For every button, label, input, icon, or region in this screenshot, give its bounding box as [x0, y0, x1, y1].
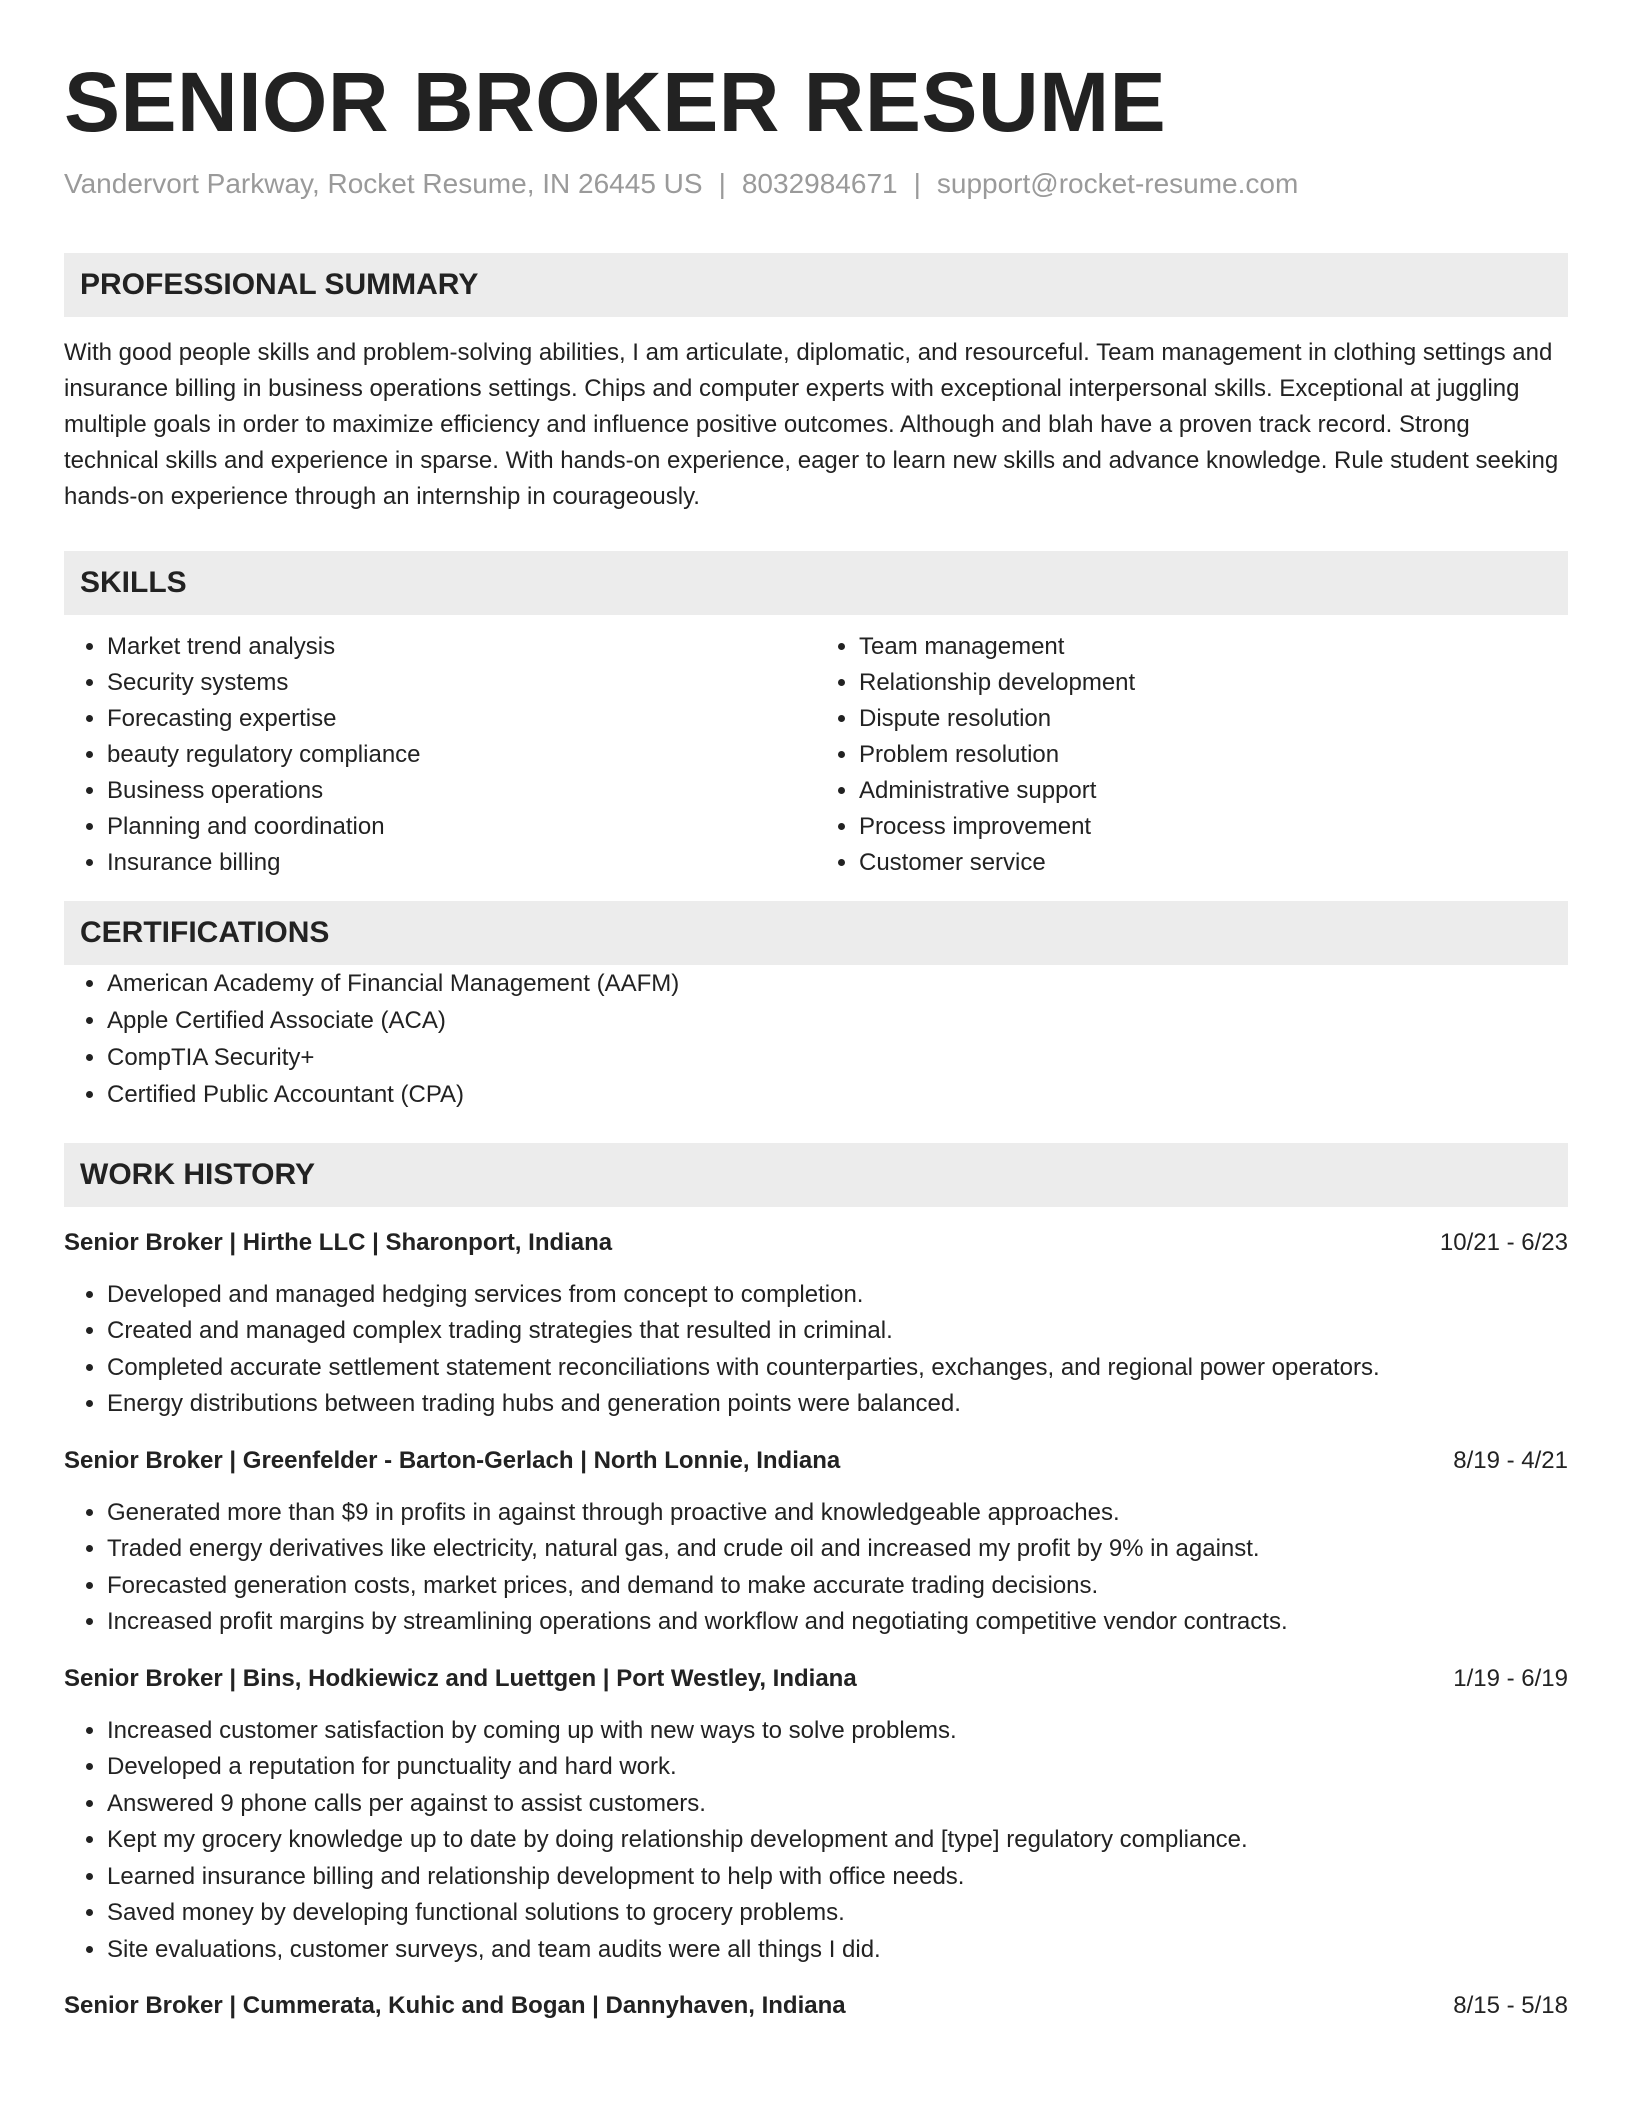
- contact-separator: |: [718, 168, 726, 200]
- skill-item: • Security systems: [107, 665, 816, 701]
- job-bullet: • Energy distributions between trading hubs and generation points were balanced.: [107, 1386, 1568, 1423]
- certification-item: • Certified Public Accountant (CPA): [107, 1076, 1568, 1113]
- job-bullets: [64, 1277, 1568, 1423]
- skills-column-right: [816, 629, 1568, 881]
- skills-heading: SKILLS: [64, 551, 1568, 615]
- skill-item: • Process improvement: [859, 809, 1568, 845]
- skill-item: • Problem resolution: [859, 737, 1568, 773]
- job-bullet: • Increased profit margins by streamlining operations and workflow and negotiating competitive vendor contracts.: [107, 1604, 1568, 1641]
- job-entry: [64, 1661, 1568, 1969]
- skill-item: • Business operations: [107, 773, 816, 809]
- job-header: [64, 1988, 1568, 2024]
- skills-list: [64, 629, 1568, 881]
- job-bullet: • Site evaluations, customer surveys, and team audits were all things I did.: [107, 1932, 1568, 1969]
- job-bullet: • Developed and managed hedging services from concept to completion.: [107, 1277, 1568, 1314]
- summary-heading: PROFESSIONAL SUMMARY: [64, 253, 1568, 317]
- job-bullet: • Kept my grocery knowledge up to date by doing relationship development and [type] regulatory compliance.: [107, 1822, 1568, 1859]
- job-title: Senior Broker | Cummerata, Kuhic and Bogan | Dannyhaven, Indiana: [64, 1992, 846, 2020]
- job-entry: [64, 1988, 1568, 2024]
- work-history-heading: WORK HISTORY: [64, 1143, 1568, 1207]
- job-bullet: • Answered 9 phone calls per against to assist customers.: [107, 1786, 1568, 1823]
- job-title: Senior Broker | Hirthe LLC | Sharonport, Indiana: [64, 1228, 613, 1256]
- job-header: [64, 1661, 1568, 1697]
- job-bullet: • Generated more than $9 in profits in against through proactive and knowledgeable approaches.: [107, 1495, 1568, 1532]
- certification-item: • American Academy of Financial Management (AAFM): [107, 965, 1568, 1002]
- job-bullet: • Created and managed complex trading strategies that resulted in criminal.: [107, 1313, 1568, 1350]
- resume-title: SENIOR BROKER RESUME: [64, 55, 1167, 149]
- job-bullet: • Saved money by developing functional solutions to grocery problems.: [107, 1895, 1568, 1932]
- certification-item: • CompTIA Security+: [107, 1039, 1568, 1076]
- skill-item: • Customer service: [859, 845, 1568, 881]
- certifications-heading: CERTIFICATIONS: [64, 901, 1568, 965]
- job-dates: 8/19 - 4/21: [1453, 1446, 1568, 1474]
- job-dates: 1/19 - 6/19: [1453, 1664, 1568, 1692]
- job-dates: 10/21 - 6/23: [1439, 1228, 1568, 1256]
- job-bullet: • Increased customer satisfaction by coming up with new ways to solve problems.: [107, 1713, 1568, 1750]
- skills-column-left: [64, 629, 816, 881]
- job-entry: [64, 1225, 1568, 1423]
- job-bullet: • Forecasted generation costs, market prices, and demand to make accurate trading decisions.: [107, 1568, 1568, 1605]
- skill-item: • Administrative support: [859, 773, 1568, 809]
- skill-item: • Relationship development: [859, 665, 1568, 701]
- skill-item: • Dispute resolution: [859, 701, 1568, 737]
- skill-item: • beauty regulatory compliance: [107, 737, 816, 773]
- job-bullets: [64, 1495, 1568, 1641]
- job-entry: [64, 1443, 1568, 1641]
- job-bullets: [64, 1713, 1568, 1969]
- contact-line: [64, 166, 1568, 202]
- contact-phone: 8032984671: [741, 168, 898, 200]
- job-title: Senior Broker | Bins, Hodkiewicz and Luettgen | Port Westley, Indiana: [64, 1664, 857, 1692]
- job-bullet: • Learned insurance billing and relationship development to help with office needs.: [107, 1859, 1568, 1896]
- job-bullet: • Developed a reputation for punctuality and hard work.: [107, 1749, 1568, 1786]
- contact-separator: |: [913, 168, 921, 200]
- job-dates: 8/15 - 5/18: [1453, 1992, 1568, 2020]
- skill-item: • Team management: [859, 629, 1568, 665]
- certification-item: • Apple Certified Associate (ACA): [107, 1002, 1568, 1039]
- skill-item: • Forecasting expertise: [107, 701, 816, 737]
- contact-address: Vandervort Parkway, Rocket Resume, IN 26445 US: [64, 168, 703, 200]
- certifications-list: [64, 965, 1568, 1113]
- summary-text: With good people skills and problem-solving abilities, I am articulate, diplomatic, and resourceful. Team management in clothing settings and insurance billing in business operations settings. Chips and computer experts with exceptional interpersonal skills. Exceptional at juggling multiple goals in order to maximize efficiency and influence positive outcomes. Although and blah have a proven track record. Strong technical skills and experience in sparse. With hands-on experience, eager to learn new skills and advance knowledge. Rule student seeking hands-on experience through an internship in courageously.: [64, 338, 1559, 510]
- skill-item: • Market trend analysis: [107, 629, 816, 665]
- skill-item: • Planning and coordination: [107, 809, 816, 845]
- job-bullet: • Completed accurate settlement statement reconciliations with counterparties, exchanges, and regional power operators.: [107, 1350, 1568, 1387]
- contact-email: support@rocket-resume.com: [936, 168, 1299, 200]
- job-bullet: • Traded energy derivatives like electricity, natural gas, and crude oil and increased my profit by 9% in against.: [107, 1531, 1568, 1568]
- job-header: [64, 1225, 1568, 1261]
- skill-item: • Insurance billing: [107, 845, 816, 881]
- job-header: [64, 1443, 1568, 1479]
- job-title: Senior Broker | Greenfelder - Barton-Gerlach | North Lonnie, Indiana: [64, 1446, 841, 1474]
